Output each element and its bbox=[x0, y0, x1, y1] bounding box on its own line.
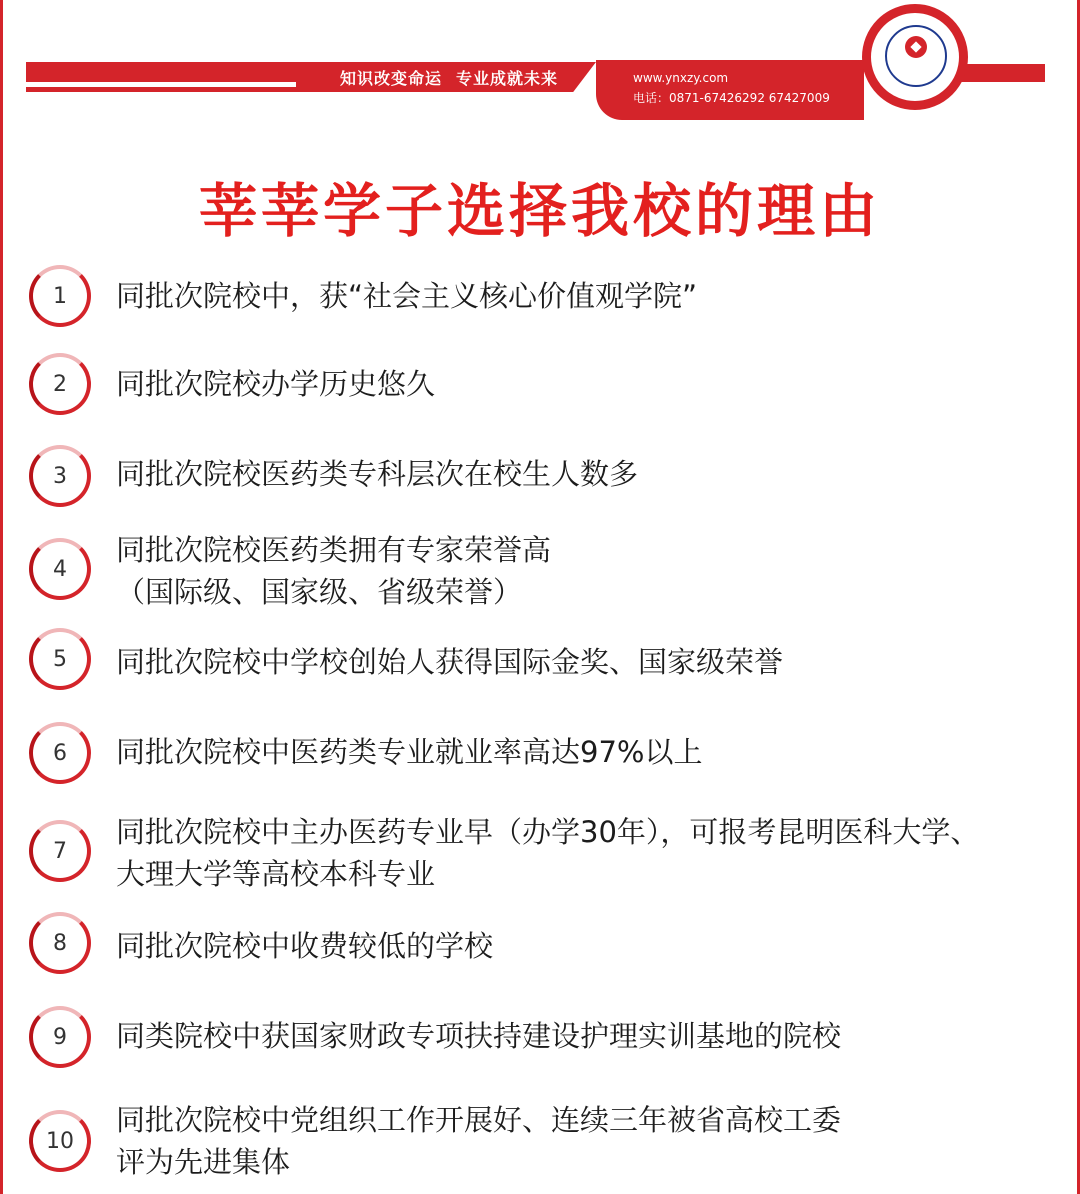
website-text: www.ynxzy.com bbox=[633, 71, 729, 85]
slogan-part-1: 知识改变命运 bbox=[340, 69, 443, 88]
reason-line: 同批次院校医药类专科层次在校生人数多 bbox=[116, 457, 639, 491]
phone-text: 电话：0871-67426292 67427009 bbox=[633, 91, 830, 105]
number-badge: 3 bbox=[29, 445, 91, 507]
reason-line: 同批次院校中医药类专业就业率高达97%以上 bbox=[116, 735, 703, 769]
reason-line: 同批次院校中，获“社会主义核心价值观学院” bbox=[116, 279, 698, 313]
reason-line-2: 大理大学等高校本科专业 bbox=[116, 857, 436, 891]
number-badge: 4 bbox=[29, 538, 91, 600]
logo-emblem-icon bbox=[905, 36, 927, 58]
number-badge: 8 bbox=[29, 912, 91, 974]
reason-line: 同批次院校办学历史悠久 bbox=[116, 367, 436, 401]
reason-line: 同批次院校中收费较低的学校 bbox=[116, 929, 494, 963]
reason-line: 同批次院校医药类拥有专家荣誉高 bbox=[116, 533, 552, 567]
reason-line: 同批次院校中主办医药专业早（办学30年），可报考昆明医科大学、 bbox=[116, 815, 980, 849]
reason-line: 同批次院校中学校创始人获得国际金奖、国家级荣誉 bbox=[116, 645, 784, 679]
number-badge: 9 bbox=[29, 1006, 91, 1068]
reason-line-2: （国际级、国家级、省级荣誉） bbox=[116, 575, 523, 609]
reason-line: 同类院校中获国家财政专项扶持建设护理实训基地的院校 bbox=[116, 1019, 842, 1053]
number-badge: 6 bbox=[29, 722, 91, 784]
number-badge: 1 bbox=[29, 265, 91, 327]
contact-info bbox=[633, 68, 830, 108]
number-badge: 5 bbox=[29, 628, 91, 690]
page-title: 莘莘学子选择我校的理由 bbox=[198, 177, 881, 245]
number-badge: 10 bbox=[29, 1110, 91, 1172]
reason-line-2: 评为先进集体 bbox=[116, 1145, 291, 1179]
reason-line: 同批次院校中党组织工作开展好、连续三年被省高校工委 bbox=[116, 1103, 842, 1137]
number-badge: 2 bbox=[29, 353, 91, 415]
header-banner-stripe bbox=[26, 82, 296, 87]
header-slogan bbox=[340, 66, 558, 89]
number-badge: 7 bbox=[29, 820, 91, 882]
slogan-part-2: 专业成就未来 bbox=[456, 69, 559, 88]
